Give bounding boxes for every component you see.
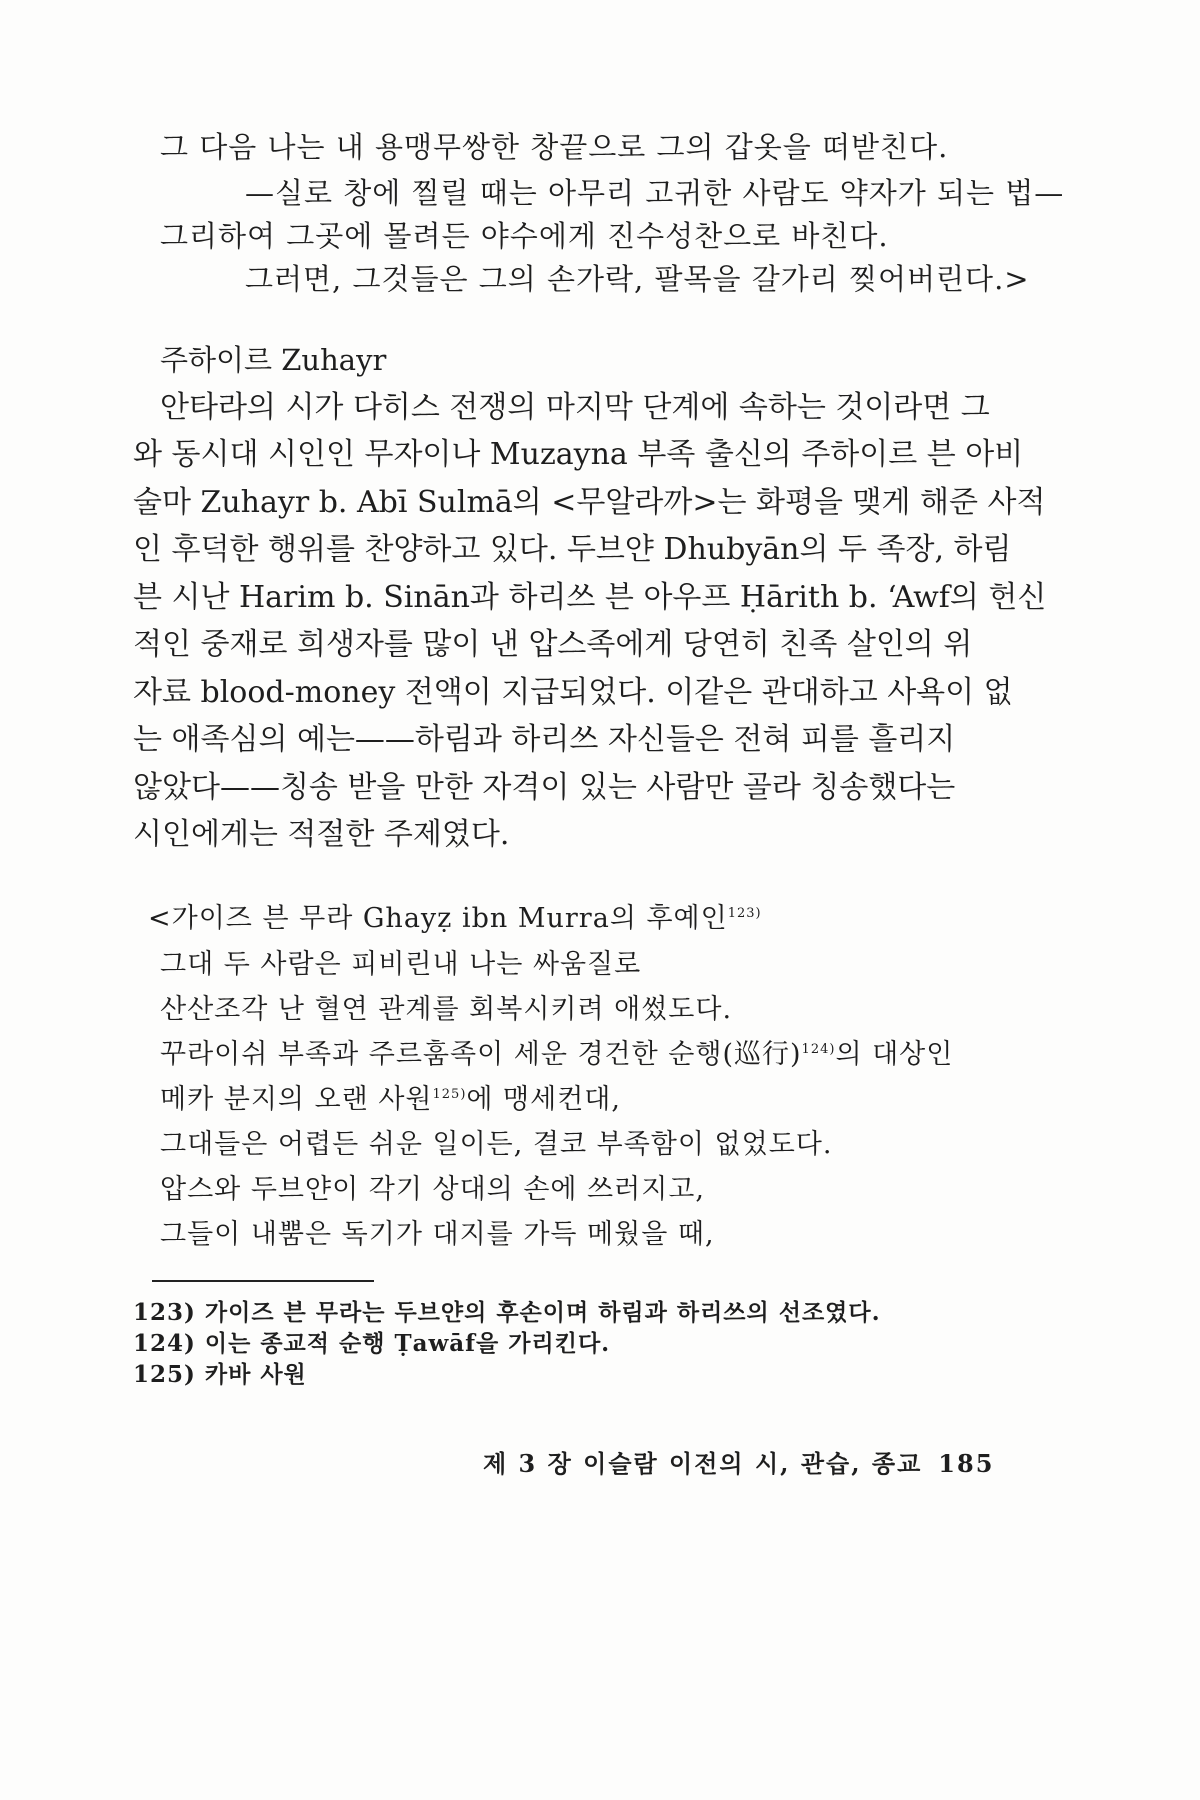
running-footer [483,1449,995,1478]
poem-line [160,1131,832,1158]
paragraph-line-text: 적인 중재로 희생자를 많이 낸 압스족에게 당연히 친족 살인의 위 [133,627,973,662]
verse-line: —실로 창에 찔릴 때는 아무리 고귀한 사람도 약자가 되는 법— [245,176,1065,210]
poem-line-text: 에 맹세컨대, [466,1084,621,1115]
paragraph-line [133,675,1013,710]
poem-line-text: 메카 분지의 오랜 사원 [160,1084,433,1115]
verse-line: 그리하여 그곳에 몰려든 야수에게 진수성찬으로 바친다. [160,219,889,253]
poem-line [160,1041,953,1068]
poem-line-text: 산산조각 난 혈연 관계를 회복시키려 애썼도다. [160,994,733,1025]
poem-line [160,1176,705,1203]
paragraph-line-text: 않았다——칭송 받을 만한 자격이 있는 사람만 골라 칭송했다는 [133,770,956,805]
footnote-ref: 124) [801,1042,836,1057]
poem-line [160,1086,621,1113]
paragraph-line-text: 자료 blood-money 전액이 지급되었다. 이같은 관대하고 사욕이 없 [133,675,1013,710]
footnote-ref: 123) [727,906,762,921]
paragraph-line-text: 븐 시난 Harim b. Sinān과 하리쓰 븐 아우프 Ḥārith b. ‘Awf의 헌신 [133,580,1047,615]
poem-line-text: 그대 두 사람은 피비린내 나는 싸움질로 [160,949,642,980]
poem-line-text: 꾸라이쉬 부족과 주르훔족이 세운 경건한 순행(巡行) [160,1039,802,1070]
paragraph-line: 시인에게는 적절한 주제였다. [133,817,510,852]
poem-title-text: <가이즈 븐 무라 Ghayẓ ibn Murra의 후예인 [148,903,728,934]
footnote: 124) 이는 종교적 순행 Ṭawāf을 가리킨다. [133,1330,611,1357]
paragraph-line [133,722,956,757]
paragraph-line-text: 인 후덕한 행위를 찬양하고 있다. 두브얀 Dhubyān의 두 족장, 하림 [133,532,1012,567]
paragraph-line-text: 와 동시대 시인인 무자이나 Muzayna 부족 출신의 주하이르 븐 아비 [133,437,1024,472]
footnote-separator [152,1280,374,1282]
paragraph-line [133,580,1047,615]
footnote: 125) 카바 사원 [133,1361,307,1388]
footnote-ref: 125) [432,1087,467,1102]
paragraph-line [133,627,973,662]
poem-line [160,951,641,978]
paragraph-line [133,437,1024,472]
paragraph-line [133,532,1012,567]
verse-line: 그러면, 그것들은 그의 손가락, 팔목을 갈가리 찢어버린다.> [245,262,1030,296]
poem-line [160,1221,715,1248]
poem-line-text: 그들이 내뿜은 독기가 대지를 가득 메웠을 때, [160,1219,715,1250]
paragraph-line [133,485,1046,520]
paragraph-line [133,770,956,805]
chapter-title: 제 3 장 이슬람 이전의 시, 관습, 종교 [483,1449,923,1478]
section-heading: 주하이르 Zuhayr [160,343,387,377]
page-number: 185 [938,1449,995,1478]
footnote: 123) 가이즈 븐 무라는 두브얀의 후손이며 하림과 하리쓰의 선조였다. [133,1299,881,1326]
paragraph-line-text: 안타라의 시가 다히스 전쟁의 마지막 단계에 속하는 것이라면 그 [160,390,990,425]
poem-line-text: 압스와 두브얀이 각기 상대의 손에 쓰러지고, [160,1174,705,1205]
paragraph-line-text: 술마 Zuhayr b. Abī Sulmā의 <무알라까>는 화평을 맺게 해준 사적 [133,485,1046,520]
poem-line-text: 의 대상인 [835,1039,954,1070]
poem-title [148,905,762,932]
poem-line-text: 그대들은 어렵든 쉬운 일이든, 결코 부족함이 없었도다. [160,1129,833,1160]
poem-line [160,996,732,1023]
paragraph-line [160,390,990,425]
verse-line: 그 다음 나는 내 용맹무쌍한 창끝으로 그의 갑옷을 떠받친다. [160,130,949,164]
paragraph-line-text: 는 애족심의 예는——하림과 하리쓰 자신들은 전혀 피를 흘리지 [133,722,956,757]
